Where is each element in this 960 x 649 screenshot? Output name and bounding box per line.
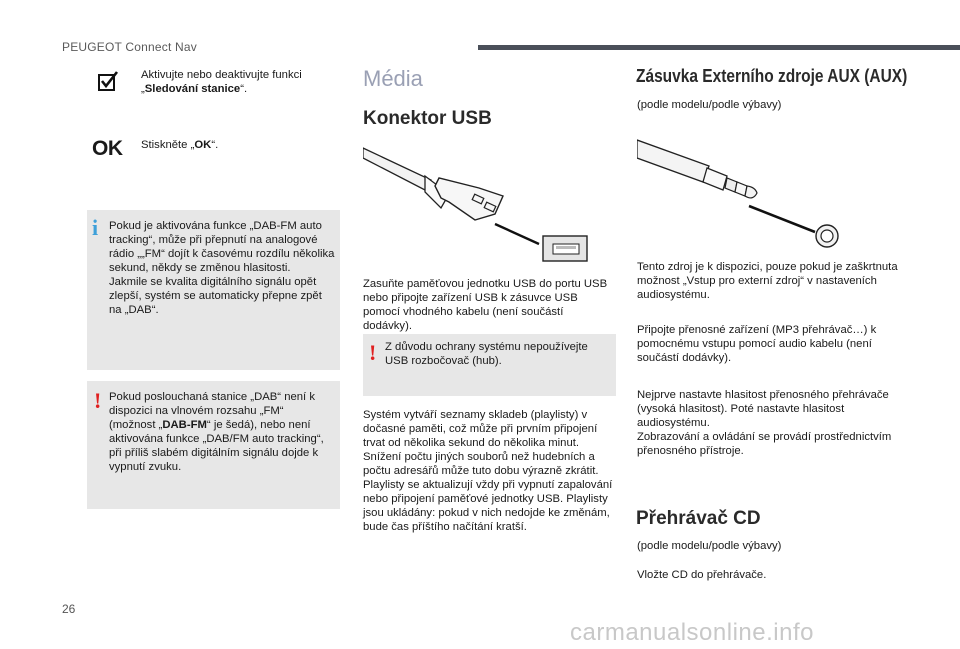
checkbox-toggle-icon	[96, 69, 120, 93]
aux-socket-icon	[816, 225, 838, 247]
aux-text-1: Tento zdroj je k dispozici, pouze pokud je zaškrtnuta možnost „Vstup pro externí zdroj“ v nastaveních audiosystému.	[637, 261, 898, 301]
aux-jack-illustration	[637, 130, 847, 252]
section-title: Média	[363, 66, 423, 91]
usb-cable-icon	[363, 148, 503, 220]
header-bar	[478, 45, 960, 50]
cd-text: Vložte CD do přehrávače.	[637, 569, 767, 581]
aux-note: (podle modelu/podle výbavy)	[637, 99, 782, 111]
aux-text-2: Připojte přenosné zařízení (MP3 přehrávač…) k pomocnému vstupu pomocí audio kabelu (není součástí dodávky).	[637, 324, 877, 364]
ok-icon: OK	[92, 137, 123, 160]
audio-jack-icon	[637, 140, 757, 198]
step-toggle-tracking: Aktivujte nebo deaktivujte funkci „Sledování stanice“.	[141, 69, 302, 95]
usb-plug-illustration	[363, 140, 593, 265]
step-press-ok: Stiskněte „OK“.	[141, 139, 219, 151]
info-text: Pokud je aktivována funkce „DAB-FM auto tracking“, může při přepnutí na analogové rádio „„FM“ dojít k časovému rozdílu několika sekund, někdy se změnou hlasitosti. Jakmile se kvalita digitálního signálu opět zlepší, systém se automaticky přepne zpět na „DAB“.	[109, 220, 335, 316]
usb-text: Zasuňte paměťovou jednotku USB do portu USB nebo připojte zařízení USB k zásuvce USB pomocí vhodného kabelu (není součástí dodávky).	[363, 278, 608, 332]
info-icon: i	[92, 215, 99, 240]
warning-text: Pokud poslouchaná stanice „DAB“ není k dispozici na vlnovém rozsahu „FM“ (možnost „DAB-FM“ je šedá), nebo není aktivována funkce „DAB/FM auto tracking“, při příliš slabém digitálním signálu dojde k vypnutí zvuku.	[109, 391, 324, 473]
watermark: carmanualsonline.info	[570, 619, 814, 646]
cd-note: (podle modelu/podle výbavy)	[637, 540, 782, 552]
usb-title: Konektor USB	[363, 108, 492, 129]
header-title: PEUGEOT Connect Nav	[62, 40, 197, 54]
cd-title: Přehrávač CD	[636, 508, 761, 529]
aux-title: Zásuvka Externího zdroje AUX (AUX)	[636, 66, 908, 86]
warning-icon: !	[369, 340, 377, 365]
usb-port-icon	[543, 236, 587, 261]
page-number: 26	[62, 602, 76, 616]
playlist-text: Systém vytváří seznamy skladeb (playlisty) v dočasné paměti, což může při prvním připojení trvat od několika sekund do několika minut. Snížení počtu jiných souborů než hudebních a počtu adresářů může tuto dobu výrazně zkrátit. Playlisty se aktualizují vždy při vypnutí zapalování nebo připojení paměťové jednotky USB. Playlisty jsou ukládány: pokud v nich nedojde ke změnám, bude čas příštího načítání kratší.	[363, 409, 613, 533]
warning-icon: !	[94, 388, 102, 413]
usb-warning-text: Z důvodu ochrany systému nepoužívejte USB rozbočovač (hub).	[385, 341, 588, 367]
aux-text-3: Nejprve nastavte hlasitost přenosného přehrávače (vysoká hlasitost). Poté nastavte hlasitost audiosystému. Zobrazování a ovládání se provádí prostřednictvím přenosného přístroje.	[637, 389, 892, 457]
